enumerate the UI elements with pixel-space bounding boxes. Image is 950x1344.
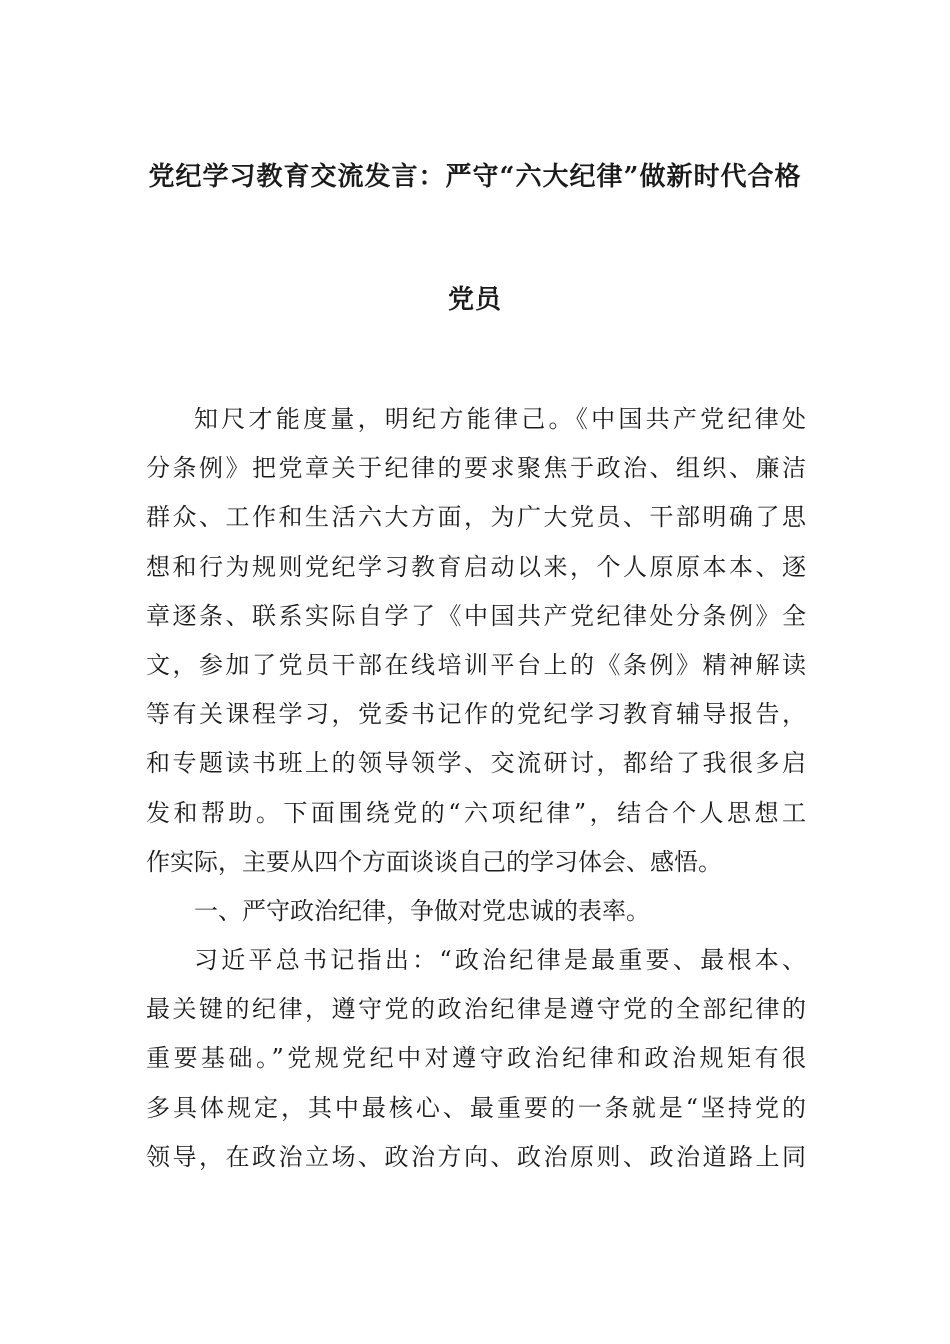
paragraph-1-line-3: 群众、工作和生活六大方面，为广大党员、干部明确了思	[146, 503, 806, 532]
paragraph-1-line-2: 分条例》把党章关于纪律的要求聚焦于政治、组织、廉洁	[146, 454, 806, 483]
paragraph-1-line-4: 想和行为规则党纪学习教育启动以来，个人原原本本、逐	[146, 552, 806, 581]
paragraph-1-line-7: 等有关课程学习，党委书记作的党纪学习教育辅导报告，	[146, 700, 806, 729]
paragraph-3-line-4: 多具体规定，其中最核心、最重要的一条就是“坚持党的	[146, 1093, 806, 1122]
paragraph-1-line-6: 文，参加了党员干部在线培训平台上的《条例》精神解读	[146, 650, 806, 679]
paragraph-1-line-8: 和专题读书班上的领导领学、交流研讨，都给了我很多启	[146, 749, 806, 778]
paragraph-1-line-9: 发和帮助。下面围绕党的“六项纪律”，结合个人思想工	[146, 798, 806, 827]
document-body	[146, 395, 806, 1182]
paragraph-1-line-5: 章逐条、联系实际自学了《中国共产党纪律处分条例》全	[146, 601, 806, 630]
paragraph-1-line-10: 作实际，主要从四个方面谈谈自己的学习体会、感悟。	[146, 847, 722, 876]
paragraph-3-line-2: 最关键的纪律，遵守党的政治纪律是遵守党的全部纪律的	[146, 995, 806, 1024]
paragraph-3-line-3: 重要基础。”党规党纪中对遵守政治纪律和政治规矩有很	[146, 1044, 806, 1073]
document-title-line-1: 党纪学习教育交流发言：严守“六大纪律”做新时代合格	[148, 162, 802, 192]
paragraph-3-line-1: 习近平总书记指出：“政治纪律是最重要、最根本、	[194, 946, 806, 975]
document-title-line-2: 党员	[447, 285, 502, 315]
section-heading-1: 一、严守政治纪律，争做对党忠诚的表率。	[194, 896, 650, 925]
paragraph-3-line-5: 领导，在政治立场、政治方向、政治原则、政治道路上同	[146, 1142, 806, 1171]
paragraph-1-line-1: 知尺才能度量，明纪方能律己。《中国共产党纪律处	[194, 405, 806, 433]
